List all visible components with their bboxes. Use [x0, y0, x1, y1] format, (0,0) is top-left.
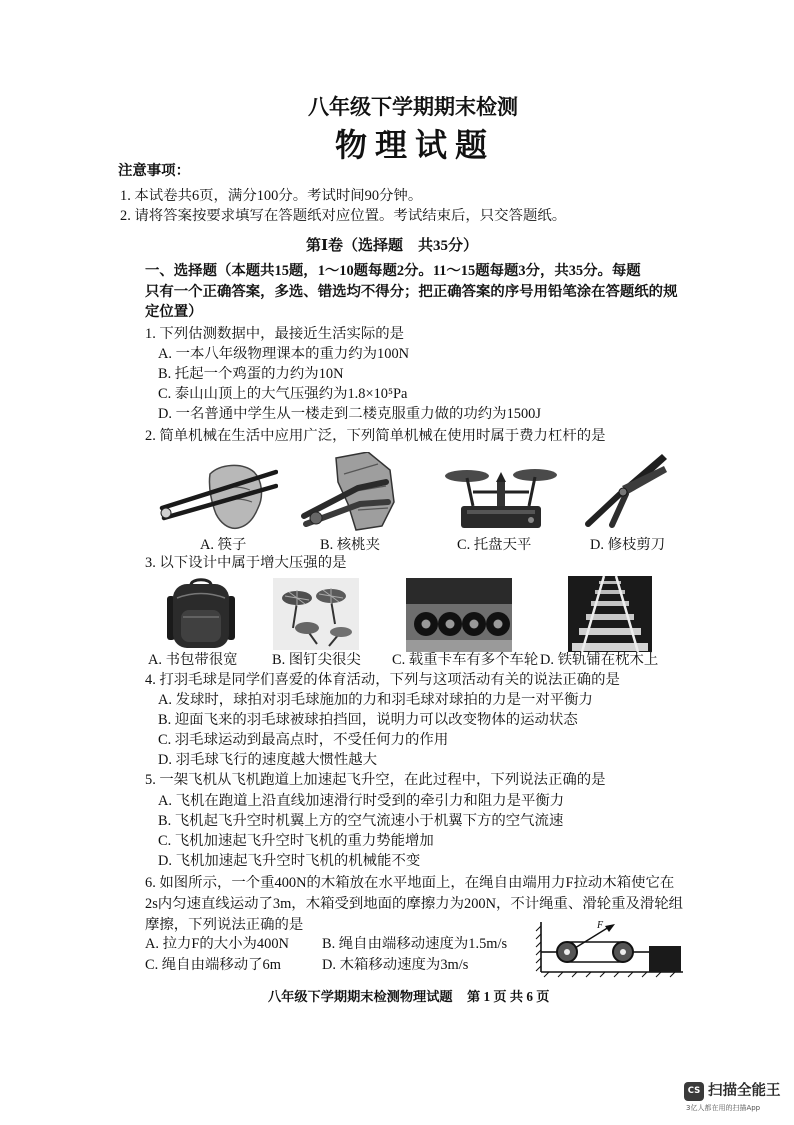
q3-option-d: D. 铁轨铺在枕木上: [540, 652, 659, 668]
q1-option-c: C. 泰山山顶上的大气压强约为1.8×10⁵Pa: [158, 386, 408, 402]
notice-heading: 注意事项：: [118, 163, 190, 179]
q3-stem: 3. 以下设计中属于增大压强的是: [145, 555, 347, 571]
exam-title: 八年级下学期期末检测: [308, 95, 518, 119]
thumbtacks-image: [273, 578, 359, 650]
q1-option-d: D. 一名普通中学生从一楼走到二楼克服重力做的功约为1500J: [158, 406, 541, 422]
section-title: 第Ⅰ卷（选择题 共35分）: [306, 238, 479, 254]
q1-option-a: A. 一本八年级物理课本的重力约为100N: [158, 346, 410, 362]
q5-option-d: D. 飞机加速起飞升空时飞机的机械能不变: [158, 853, 421, 869]
q6-stem-line-2: 2s内匀速直线运动了3m，木箱受到地面的摩擦力为200N，不计绳重、滑轮重及滑轮组: [145, 896, 684, 912]
force-label: F: [597, 920, 604, 931]
q5-option-b: B. 飞机起飞升空时机翼上方的空气流速小于机翼下方的空气流速: [158, 813, 564, 829]
truck-wheels-image: [406, 578, 512, 652]
q4-option-a: A. 发球时，球拍对羽毛球施加的力和羽毛球对球拍的力是一对平衡力: [158, 692, 593, 708]
q3-option-a: A. 书包带很宽: [148, 652, 238, 668]
q5-option-a: A. 飞机在跑道上沿直线加速滑行时受到的牵引力和阻力是平衡力: [158, 793, 565, 809]
railway-track-image: [568, 576, 652, 652]
q4-stem: 4. 打羽毛球是同学们喜爱的体育活动，下列与这项活动有关的说法正确的是: [145, 672, 620, 688]
balance-pans: [445, 469, 557, 508]
balance-base: [461, 506, 541, 528]
q4-option-c: C. 羽毛球运动到最高点时，不受任何力的作用: [158, 732, 449, 748]
wall: [536, 922, 541, 972]
q1-option-b: B. 托起一个鸡蛋的力约为10N: [158, 366, 344, 382]
q4-option-d: D. 羽毛球飞行的速度越大惯性越大: [158, 752, 378, 768]
shears-handles: [588, 488, 627, 525]
q2-stem: 2. 简单机械在生活中应用广泛，下列简单机械在使用时属于费力杠杆的是: [145, 428, 606, 444]
q2-option-b: B. 核桃夹: [320, 537, 380, 553]
q6-stem-line-3: 摩擦，下列说法正确的是: [145, 917, 304, 933]
backpack-image: [163, 576, 239, 652]
q4-option-b: B. 迎面飞来的羽毛球被球拍挡回，说明力可以改变物体的运动状态: [158, 712, 578, 728]
scanner-logo-icon: CS: [684, 1082, 704, 1101]
q5-option-c: C. 飞机加速起飞升空时飞机的重力势能增加: [158, 833, 434, 849]
fixed-pulley: [541, 942, 577, 962]
movable-pulley: [613, 942, 649, 962]
q2-option-c: C. 托盘天平: [457, 537, 532, 553]
q1-stem: 1. 下列估测数据中，最接近生活实际的是: [145, 326, 405, 342]
q3-option-c: C. 载重卡车有多个车轮: [392, 652, 539, 668]
pruning-shears-image: [578, 452, 668, 528]
q6-option-c: C. 绳自由端移动了6m: [145, 957, 281, 973]
subject-title: 物 理 试 题: [335, 127, 488, 163]
q6-stem-line-1: 6. 如图所示，一个重400N的木箱放在水平地面上，在绳自由端用力F拉动木箱使它在: [145, 875, 675, 891]
q3-option-b: B. 图钉尖很尖: [272, 652, 361, 668]
section-instruction-line-2: 只有一个正确答案，多选、错选均不得分；把正确答案的序号用铅笔涂在答题纸的规: [145, 284, 678, 300]
notice-item-1: 1. 本试卷共6页，满分100分。考试时间90分钟。: [120, 188, 423, 204]
section-instruction-line-3: 定位置）: [145, 304, 203, 320]
notice-item-2: 2. 请将答案按要求填写在答题纸对应位置。考试结束后，只交答题纸。: [120, 208, 567, 224]
q6-option-b: B. 绳自由端移动速度为1.5m/s: [322, 936, 508, 952]
q6-option-d: D. 木箱移动速度为3m/s: [322, 957, 469, 973]
nutcracker-image: [298, 452, 398, 532]
shears-blades: [620, 454, 667, 496]
q2-option-d: D. 修枝剪刀: [590, 537, 666, 553]
scanner-tagline: 3亿人都在用的扫描App: [686, 1104, 761, 1112]
ground: [541, 972, 683, 977]
backpack-body: [167, 580, 235, 648]
footer-page-number: 第 1 页 共 6 页: [467, 989, 550, 1004]
balance-scale-image: [443, 462, 559, 532]
q2-option-a: A. 筷子: [200, 537, 247, 553]
footer-title: 八年级下学期期末检测物理试题: [268, 989, 453, 1004]
pulley-system-figure: [533, 918, 685, 978]
scanner-brand: 扫描全能王: [708, 1083, 781, 1099]
wooden-box: [649, 946, 681, 972]
chopsticks-image: [158, 460, 278, 532]
q5-stem: 5. 一架飞机从飞机跑道上加速起飞升空，在此过程中，下列说法正确的是: [145, 772, 606, 788]
section-instruction-line-1: 一、选择题（本题共15题，1～10题每题2分。11～15题每题3分，共35分。每题: [145, 263, 641, 279]
q6-option-a: A. 拉力F的大小为400N: [145, 936, 289, 952]
hand-shape: [336, 452, 394, 530]
